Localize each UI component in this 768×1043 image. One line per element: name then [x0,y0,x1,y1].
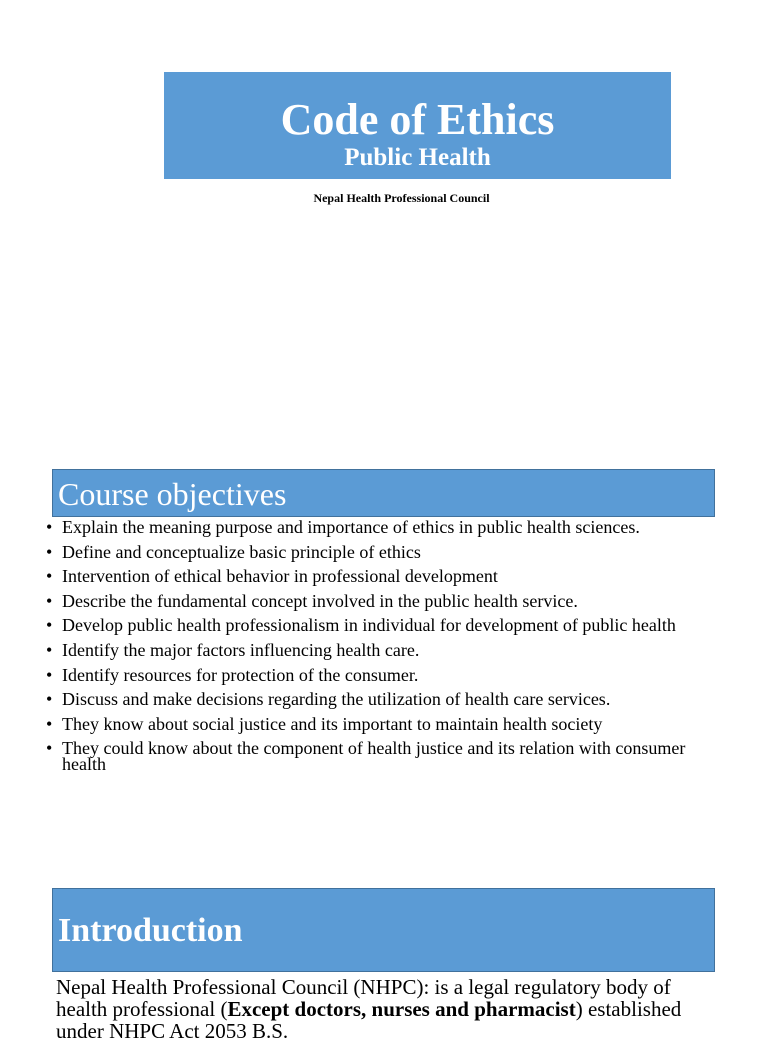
objective-text: Intervention of ethical behavior in professional development [62,566,498,587]
bullet-icon: • [46,517,53,537]
objective-text: Discuss and make decisions regarding the utilization of health care services. [62,689,611,710]
list-item [46,738,726,775]
list-item [46,713,726,734]
list-item [46,519,726,535]
list-item [46,566,726,587]
document-title: Code of Ethics [280,95,555,144]
bullet-icon: • [46,541,53,562]
introduction-heading: Introduction [58,912,243,949]
bullet-icon: • [46,738,53,759]
intro-text-bold: Except doctors, nurses and pharmacist [227,997,576,1021]
bullet-icon: • [46,590,53,611]
bullet-icon: • [46,689,53,710]
list-item [46,639,726,660]
objective-text: Identify resources for protection of the consumer. [62,664,419,685]
bullet-icon: • [46,566,53,587]
list-item [46,615,726,636]
objective-text: They know about social justice and its important to maintain health society [62,713,603,734]
objective-text: Identify the major factors influencing health care. [62,639,420,660]
objective-text: Describe the fundamental concept involved in the public health service. [62,590,578,611]
objective-text: Explain the meaning purpose and importance of ethics in public health sciences. [62,517,640,537]
objective-text: Develop public health professionalism in individual for development of public health [62,615,676,636]
document-subtitle: Public Health [344,144,491,171]
organization-name: Nepal Health Professional Council [313,191,490,205]
list-item [46,590,726,611]
objective-text: Define and conceptualize basic principle of ethics [62,541,421,562]
introduction-paragraph [56,976,726,1042]
list-item [46,689,726,710]
objective-text: They could know about the component of health justice and its relation with consumer health [62,738,686,775]
intro-text-part2: ) established under NHPC Act 2053 B.S. [56,997,682,1043]
title-banner [164,72,671,179]
list-item [46,664,726,685]
bullet-icon: • [46,639,53,660]
objectives-heading: Course objectives [58,476,287,512]
objectives-list [46,519,726,781]
bullet-icon: • [46,615,53,636]
introduction-heading-banner [52,888,715,972]
intro-text-part1: Nepal Health Professional Council (NHPC): is a legal regulatory body of health professional ( [56,975,671,1021]
list-item [46,541,726,562]
bullet-icon: • [46,664,53,685]
bullet-icon: • [46,713,53,734]
objectives-heading-banner [52,469,715,517]
